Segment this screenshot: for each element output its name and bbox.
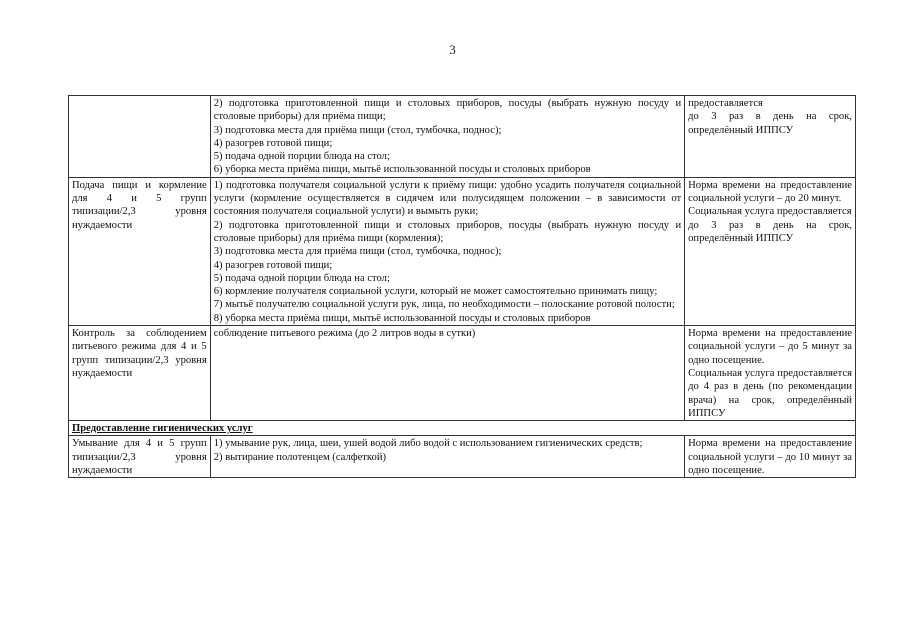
- section-row: [69, 421, 856, 436]
- description-line: 6) кормление получателя социальной услуги, который не может самостоятельно принимать пищу;: [213, 286, 658, 298]
- service-name-cell: Подача пищи и кормление для 4 и 5 групп типизации/2,3 уровня нуждаемости: [69, 177, 211, 325]
- description-line: 3) подготовка места для приёма пищи (стол, тумбочка, поднос);: [213, 246, 502, 258]
- description-line: 2) подготовка приготовленной пищи и столовых приборов, посуды (выбрать нужную посуду и столовые приборы) для приёма пищи (кормления);: [213, 219, 682, 244]
- service-name-cell: Умывание для 4 и 5 групп типизации/2,3 уровня нуждаемости: [69, 436, 211, 478]
- description-line: 5) подача одной порции блюда на стол;: [213, 272, 390, 284]
- norm-line: Социальная услуга предоставляется до 4 раз в день (по рекомендации врача) на срок, определённый ИППСУ: [688, 367, 852, 419]
- table-row: [69, 96, 856, 178]
- description-line: 1) подготовка получателя социальной услуги к приёму пищи: удобно усадить получателя социальной услуги (кормление осуществляется в сидячем или полусидящем положении – в зависимости от состояния получателя социальной услуги) и вымыть руки;: [213, 179, 682, 218]
- table-row: [69, 177, 856, 325]
- norm-line: Социальная услуга предоставляется: [688, 206, 852, 218]
- service-description-cell: [210, 177, 684, 325]
- service-description-cell: [210, 436, 684, 478]
- service-norm-cell: [685, 96, 856, 178]
- services-table: [68, 95, 856, 478]
- description-line: 8) уборка места приёма пищи, мытьё использованной посуды и столовых приборов: [213, 312, 591, 324]
- description-line: 5) подача одной порции блюда на стол;: [213, 151, 390, 163]
- description-line: соблюдение питьевого режима (до 2 литров воды в сутки): [213, 328, 476, 340]
- description-line: 7) мытьё получателю социальной услуги рук, лица, по необходимости – полоскание ротовой полости;: [213, 299, 675, 311]
- table-row: [69, 436, 856, 478]
- description-line: 2) подготовка приготовленной пищи и столовых приборов, посуды (выбрать нужную посуду и столовые приборы) для приёма пищи;: [213, 98, 682, 123]
- table-row: [69, 326, 856, 421]
- norm-line: предоставляется: [688, 98, 763, 109]
- description-line: 6) уборка места приёма пищи, мытьё использованной посуды и столовых приборов: [213, 164, 591, 176]
- service-description-cell: [210, 326, 684, 421]
- norm-line: до 3 раз в день на срок, определённый ИППСУ: [688, 219, 852, 244]
- section-title: Предоставление гигиенических услуг: [69, 421, 856, 436]
- norm-line: Норма времени на предоставление социальной услуги – до 5 минут за одно посещение.: [688, 328, 852, 366]
- description-line: 1) умывание рук, лица, шеи, ушей водой либо водой с использованием гигиенических средств;: [213, 438, 643, 450]
- service-norm-cell: [685, 326, 856, 421]
- norm-line: Норма времени на предоставление социальной услуги – до 20 минут.: [688, 179, 852, 205]
- description-line: 3) подготовка места для приёма пищи (стол, тумбочка, поднос);: [213, 124, 502, 136]
- services-table-body: [69, 96, 856, 478]
- page-number: 3: [449, 42, 456, 57]
- description-line: 4) разогрев готовой пищи;: [213, 137, 333, 149]
- service-description-cell: [210, 96, 684, 178]
- service-norm-cell: [685, 177, 856, 325]
- description-line: 4) разогрев готовой пищи;: [213, 259, 333, 271]
- service-name-cell: [69, 96, 211, 178]
- service-norm-cell: [685, 436, 856, 478]
- norm-line: до 3 раз в день на срок, определённый ИППСУ: [688, 111, 852, 136]
- norm-line: Норма времени на предоставление социальной услуги – до 10 минут за одно посещение.: [688, 438, 852, 477]
- service-name-cell: Контроль за соблюдением питьевого режима для 4 и 5 групп типизации/2,3 уровня нуждаемости: [69, 326, 211, 421]
- description-line: 2) вытирание полотенцем (салфеткой): [213, 451, 387, 463]
